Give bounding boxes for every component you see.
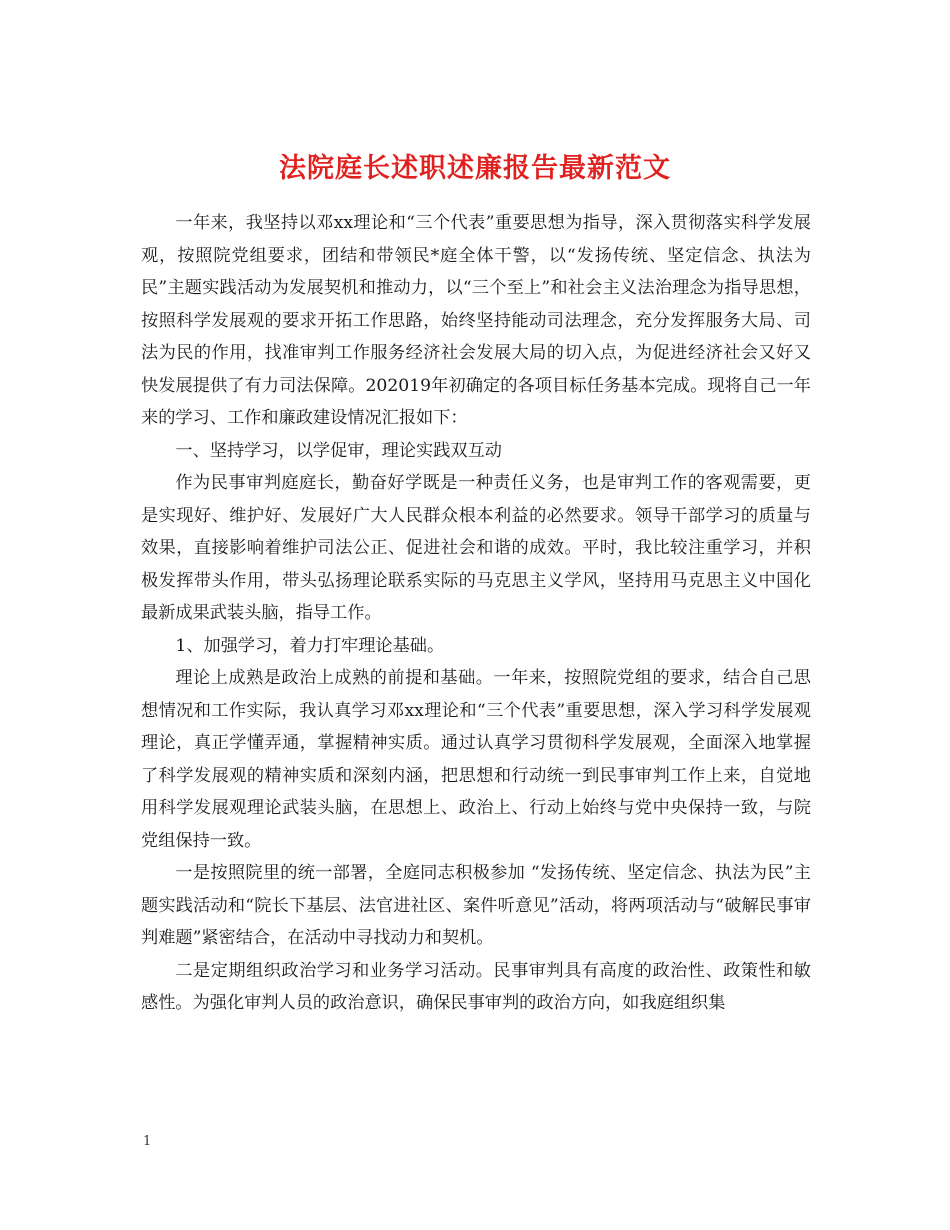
document-body bbox=[141, 207, 811, 1020]
paragraph-intro: 一年来，我坚持以邓xx理论和“三个代表”重要思想为指导，深入贯彻落实科学发展观，按照院党组要求，团结和带领民*庭全体干警，以“发扬传统、坚定信念、执法为民”主题实践活动为发展契机和推动力，以“三个至上”和社会主义法治理念为指导思想，按照科学发展观的要求开拓工作思路，始终坚持能动司法理念，充分发挥服务大局、司法为民的作用，找准审判工作服务经济社会发展大局的切入点，为促进经济社会又好又快发展提供了有力司法保障。202019年初确定的各项目标任务基本完成。现将自己一年来的学习、工作和廉政建设情况汇报如下： bbox=[141, 213, 811, 428]
paragraph-study-role: 作为民事审判庭庭长，勤奋好学既是一种责任义务，也是审判工作的客观需要，更是实现好、维护好、发展好广大人民群众根本利益的必然要求。领导干部学习的质量与效果，直接影响着维护司法公正、促进社会和谐的成效。平时，我比较注重学习，并积极发挥带头作用，带头弘扬理论联系实际的马克思主义学风，坚持用马克思主义中国化最新成果武装头脑，指导工作。 bbox=[141, 473, 811, 623]
paragraph-theory: 理论上成熟是政治上成熟的前提和基础。一年来，按照院党组的要求，结合自己思想情况和工作实际，我认真学习邓xx理论和“三个代表”重要思想，深入学习科学发展观理论，真正学懂弄通，掌握精神实质。通过认真学习贯彻科学发展观，全面深入地掌握了科学发展观的精神实质和深刻内涵，把思想和行动统一到民事审判工作上来，自觉地用科学发展观理论武装头脑，在思想上、政治上、行动上始终与党中央保持一致，与院党组保持一致。 bbox=[141, 668, 811, 851]
document-title: 法院庭长述职述廉报告最新范文 bbox=[279, 153, 671, 185]
paragraph-item-two: 二是定期组织政治学习和业务学习活动。民事审判具有高度的政治性、政策性和敏感性。为强化审判人员的政治意识，确保民事审判的政治方向，如我庭组织集 bbox=[141, 960, 811, 1013]
page-number: 1 bbox=[143, 1134, 152, 1149]
paragraph-item-one: 一是按照院里的统一部署，全庭同志积极参加 “发扬传统、坚定信念、执法为民”主题实践活动和“院长下基层、法官进社区、案件听意见”活动，将两项活动与“破解民事审判难题”紧密结合，在活动中寻找动力和契机。 bbox=[141, 863, 811, 948]
subsection-heading: 1、加强学习，着力打牢理论基础。 bbox=[175, 635, 445, 656]
section-heading: 一、坚持学习，以学促审，理论实践双互动 bbox=[175, 440, 502, 461]
